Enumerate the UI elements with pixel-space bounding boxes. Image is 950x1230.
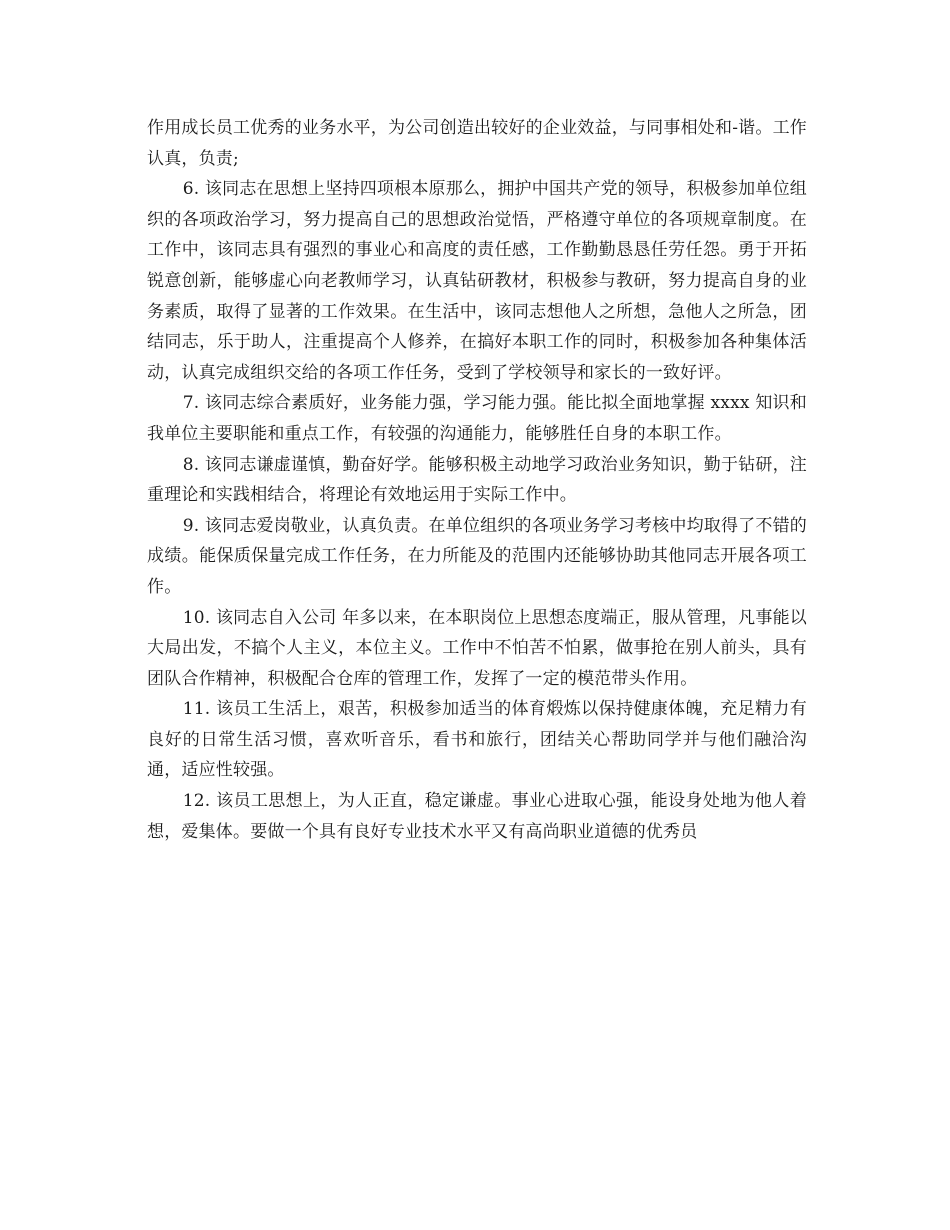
paragraph-item-12: 12. 该员工思想上，为人正直，稳定谦虚。事业心进取心强，能设身处地为他人着想，爱集体。要做一个具有良好专业技术水平又有高尚职业道德的优秀员 bbox=[147, 791, 807, 842]
paragraph-item-9: 9. 该同志爱岗敬业，认真负责。在单位组织的各项业务学习考核中均取得了不错的成绩。能保质保量完成工作任务，在力所能及的范围内还能够协助其他同志开展各项工作。 bbox=[147, 515, 807, 597]
paragraph-item-11: 11. 该员工生活上，艰苦，积极参加适当的体育煅炼以保持健康体魄，充足精力有良好的日常生活习惯，喜欢听音乐，看书和旅行，团结关心帮助同学并与他们融洽沟通，适应性较强。 bbox=[147, 699, 807, 781]
document-body bbox=[147, 113, 807, 847]
paragraph-item-7: 7. 该同志综合素质好，业务能力强，学习能力强。能比拟全面地掌握 xxxx 知识和我单位主要职能和重点工作，有较强的沟通能力，能够胜任自身的本职工作。 bbox=[147, 393, 807, 444]
paragraph-continuation: 作用成长员工优秀的业务水平，为公司创造出较好的企业效益，与同事相处和-谐。工作认真，负责; bbox=[147, 118, 807, 169]
paragraph-item-8: 8. 该同志谦虚谨慎，勤奋好学。能够积极主动地学习政治业务知识，勤于钻研，注重理论和实践相结合，将理论有效地运用于实际工作中。 bbox=[147, 454, 807, 506]
paragraph-item-6: 6. 该同志在思想上坚持四项根本原那么，拥护中国共产党的领导，积极参加单位组织的各项政治学习，努力提高自己的思想政治觉悟，严格遵守单位的各项规章制度。在工作中，该同志具有强烈的事业心和高度的责任感，工作勤勤恳恳任劳任怨。勇于开拓锐意创新，能够虚心向老教师学习，认真钻研教材，积极参与教研，努力提高自身的业务素质，取得了显著的工作效果。在生活中，该同志想他人之所想，急他人之所急，团结同志，乐于助人，注重提高个人修养，在搞好本职工作的同时，积极参加各种集体活动，认真完成组织交给的各项工作任务，受到了学校领导和家长的一致好评。 bbox=[147, 179, 807, 383]
paragraph-item-10: 10. 该同志自入公司 年多以来，在本职岗位上思想态度端正，服从管理，凡事能以大局出发，不搞个人主义，本位主义。工作中不怕苦不怕累，做事抢在别人前头，具有团队合作精神，积极配合仓库的管理工作，发挥了一定的模范带头作用。 bbox=[147, 607, 807, 689]
